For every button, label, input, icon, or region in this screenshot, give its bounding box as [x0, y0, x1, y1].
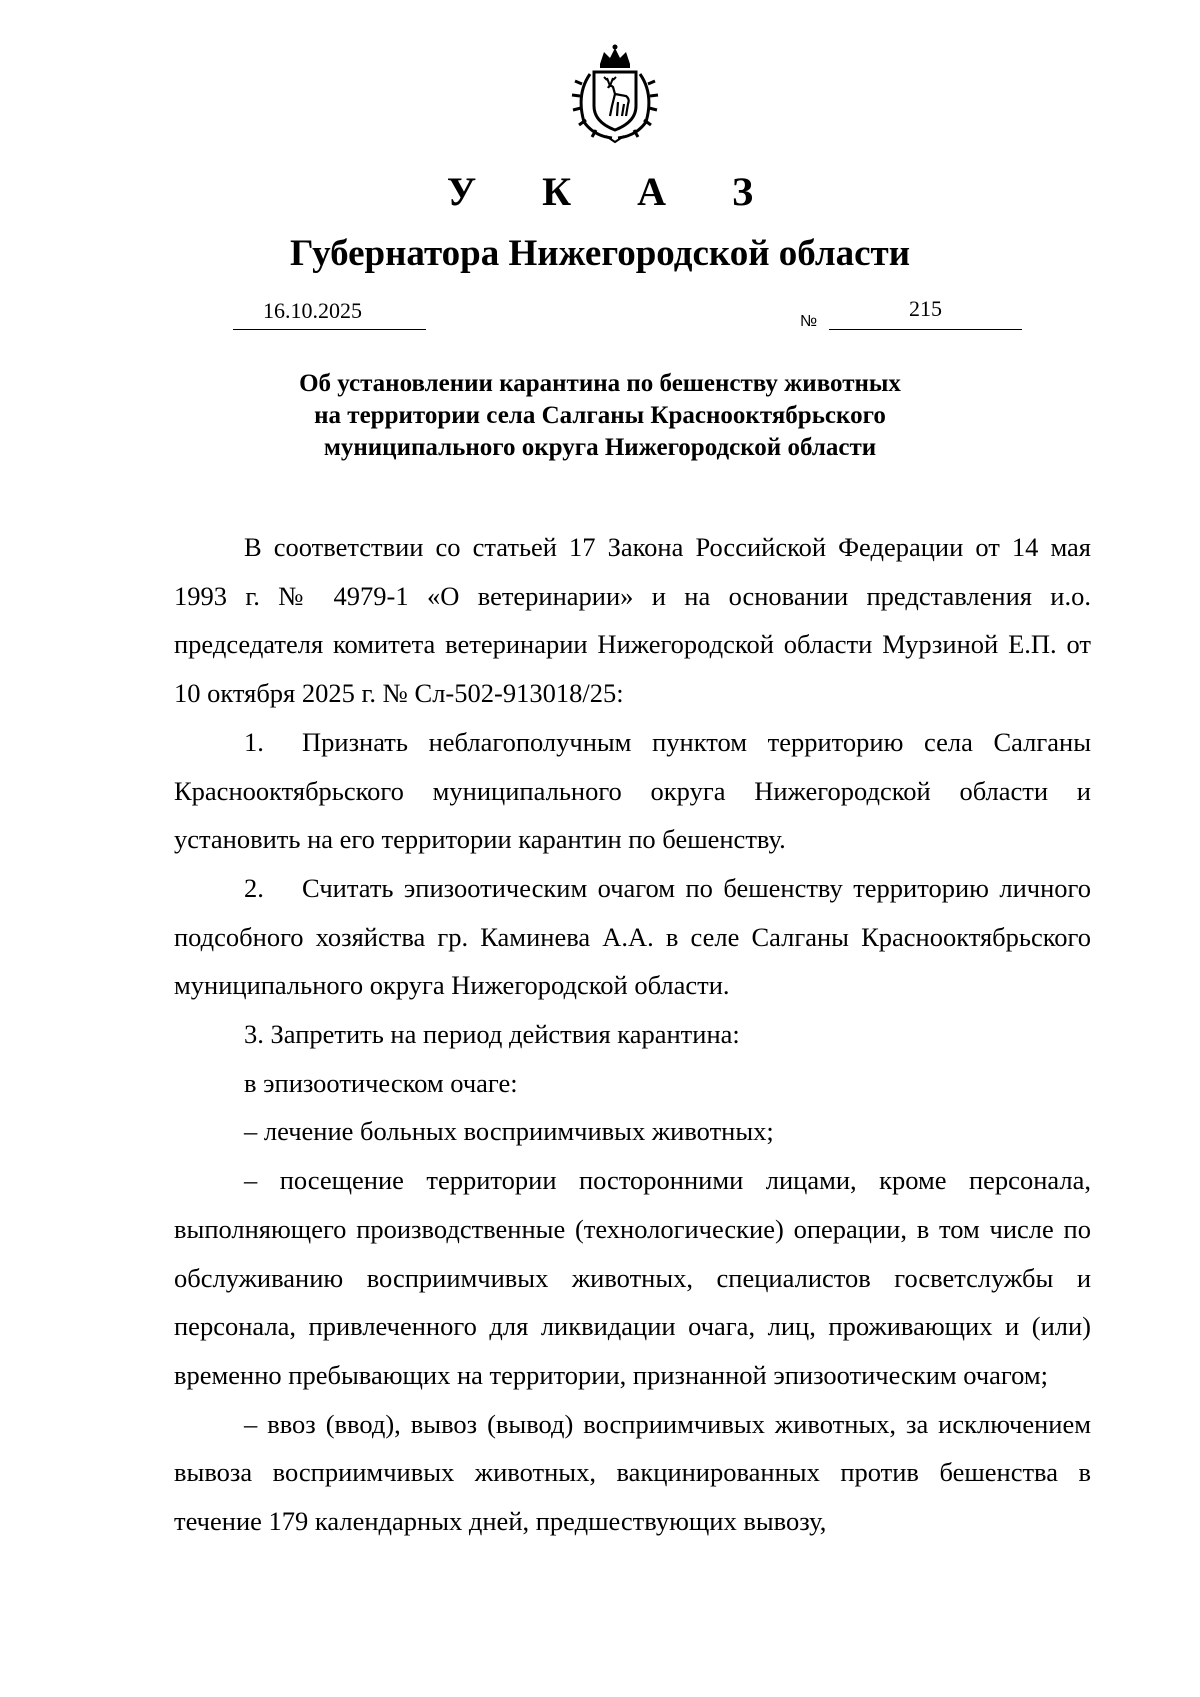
item-1-paragraph [174, 718, 1091, 864]
item-1-text: Признать неблагополучным пунктом территорию села Салганы Краснооктябрьского муниципального округа Нижегородской области и установить на его территории карантин по бешенству. [174, 726, 1091, 855]
number-label: № [800, 313, 818, 330]
preamble-paragraph: В соответствии со статьей 17 Закона Российской Федерации от 14 мая 1993 г. № 4979-1 «О ветеринарии» и на основании представления и.о. председателя комитета ветеринарии Нижегородской области Мурзиной Е.П. от 10 октября 2025 г. № Сл-502-913018/25: [174, 532, 1091, 709]
item-2-text: Считать эпизоотическим очагом по бешенству территорию личного подсобного хозяйства гр. Каминева А.А. в селе Салганы Краснооктябрьского муниципального округа Нижегородской области. [174, 872, 1091, 1001]
document-date: 16.10.2025 [263, 298, 362, 323]
item-3-paragraph: 3. Запретить на период действия карантина: [244, 1019, 740, 1050]
coat-of-arms-icon [560, 44, 670, 144]
date-field [233, 298, 426, 330]
ban-item: – лечение больных восприимчивых животных; [244, 1116, 774, 1147]
subject-line: на территории села Салганы Краснооктябрьского [314, 402, 886, 429]
issuer-title: Губернатора Нижегородской области [289, 233, 911, 274]
number-field [829, 298, 1022, 330]
subject-line: Об установлении карантина по бешенству животных [299, 370, 901, 397]
document-number: 215 [909, 296, 942, 321]
item-2-number: 2. [244, 872, 264, 903]
focus-heading: в эпизоотическом очаге: [244, 1067, 518, 1098]
ban-item: – ввоз (ввод), вывоз (вывод) восприимчивых животных, за исключением вывоза восприимчивых животных, вакцинированных против бешенства в течение 179 календарных дней, предшествующих вывозу, [174, 1408, 1091, 1537]
ban-item: – посещение территории посторонними лицами, кроме персонала, выполняющего производственные (технологические) операции, в том числе по обслуживанию восприимчивых животных, специалистов госветслужбы и персонала, привлеченного для ликвидации очага, лиц, проживающих и (или) временно пребывающих на территории, признанной эпизоотическим очагом; [174, 1165, 1091, 1390]
document-body [174, 523, 1091, 1546]
item-1-number: 1. [244, 726, 264, 757]
subject-line: муниципального округа Нижегородской области [323, 434, 877, 461]
document-type-title: У К А З [446, 169, 782, 214]
document-subject [0, 368, 1200, 464]
item-2-paragraph [174, 864, 1091, 1010]
